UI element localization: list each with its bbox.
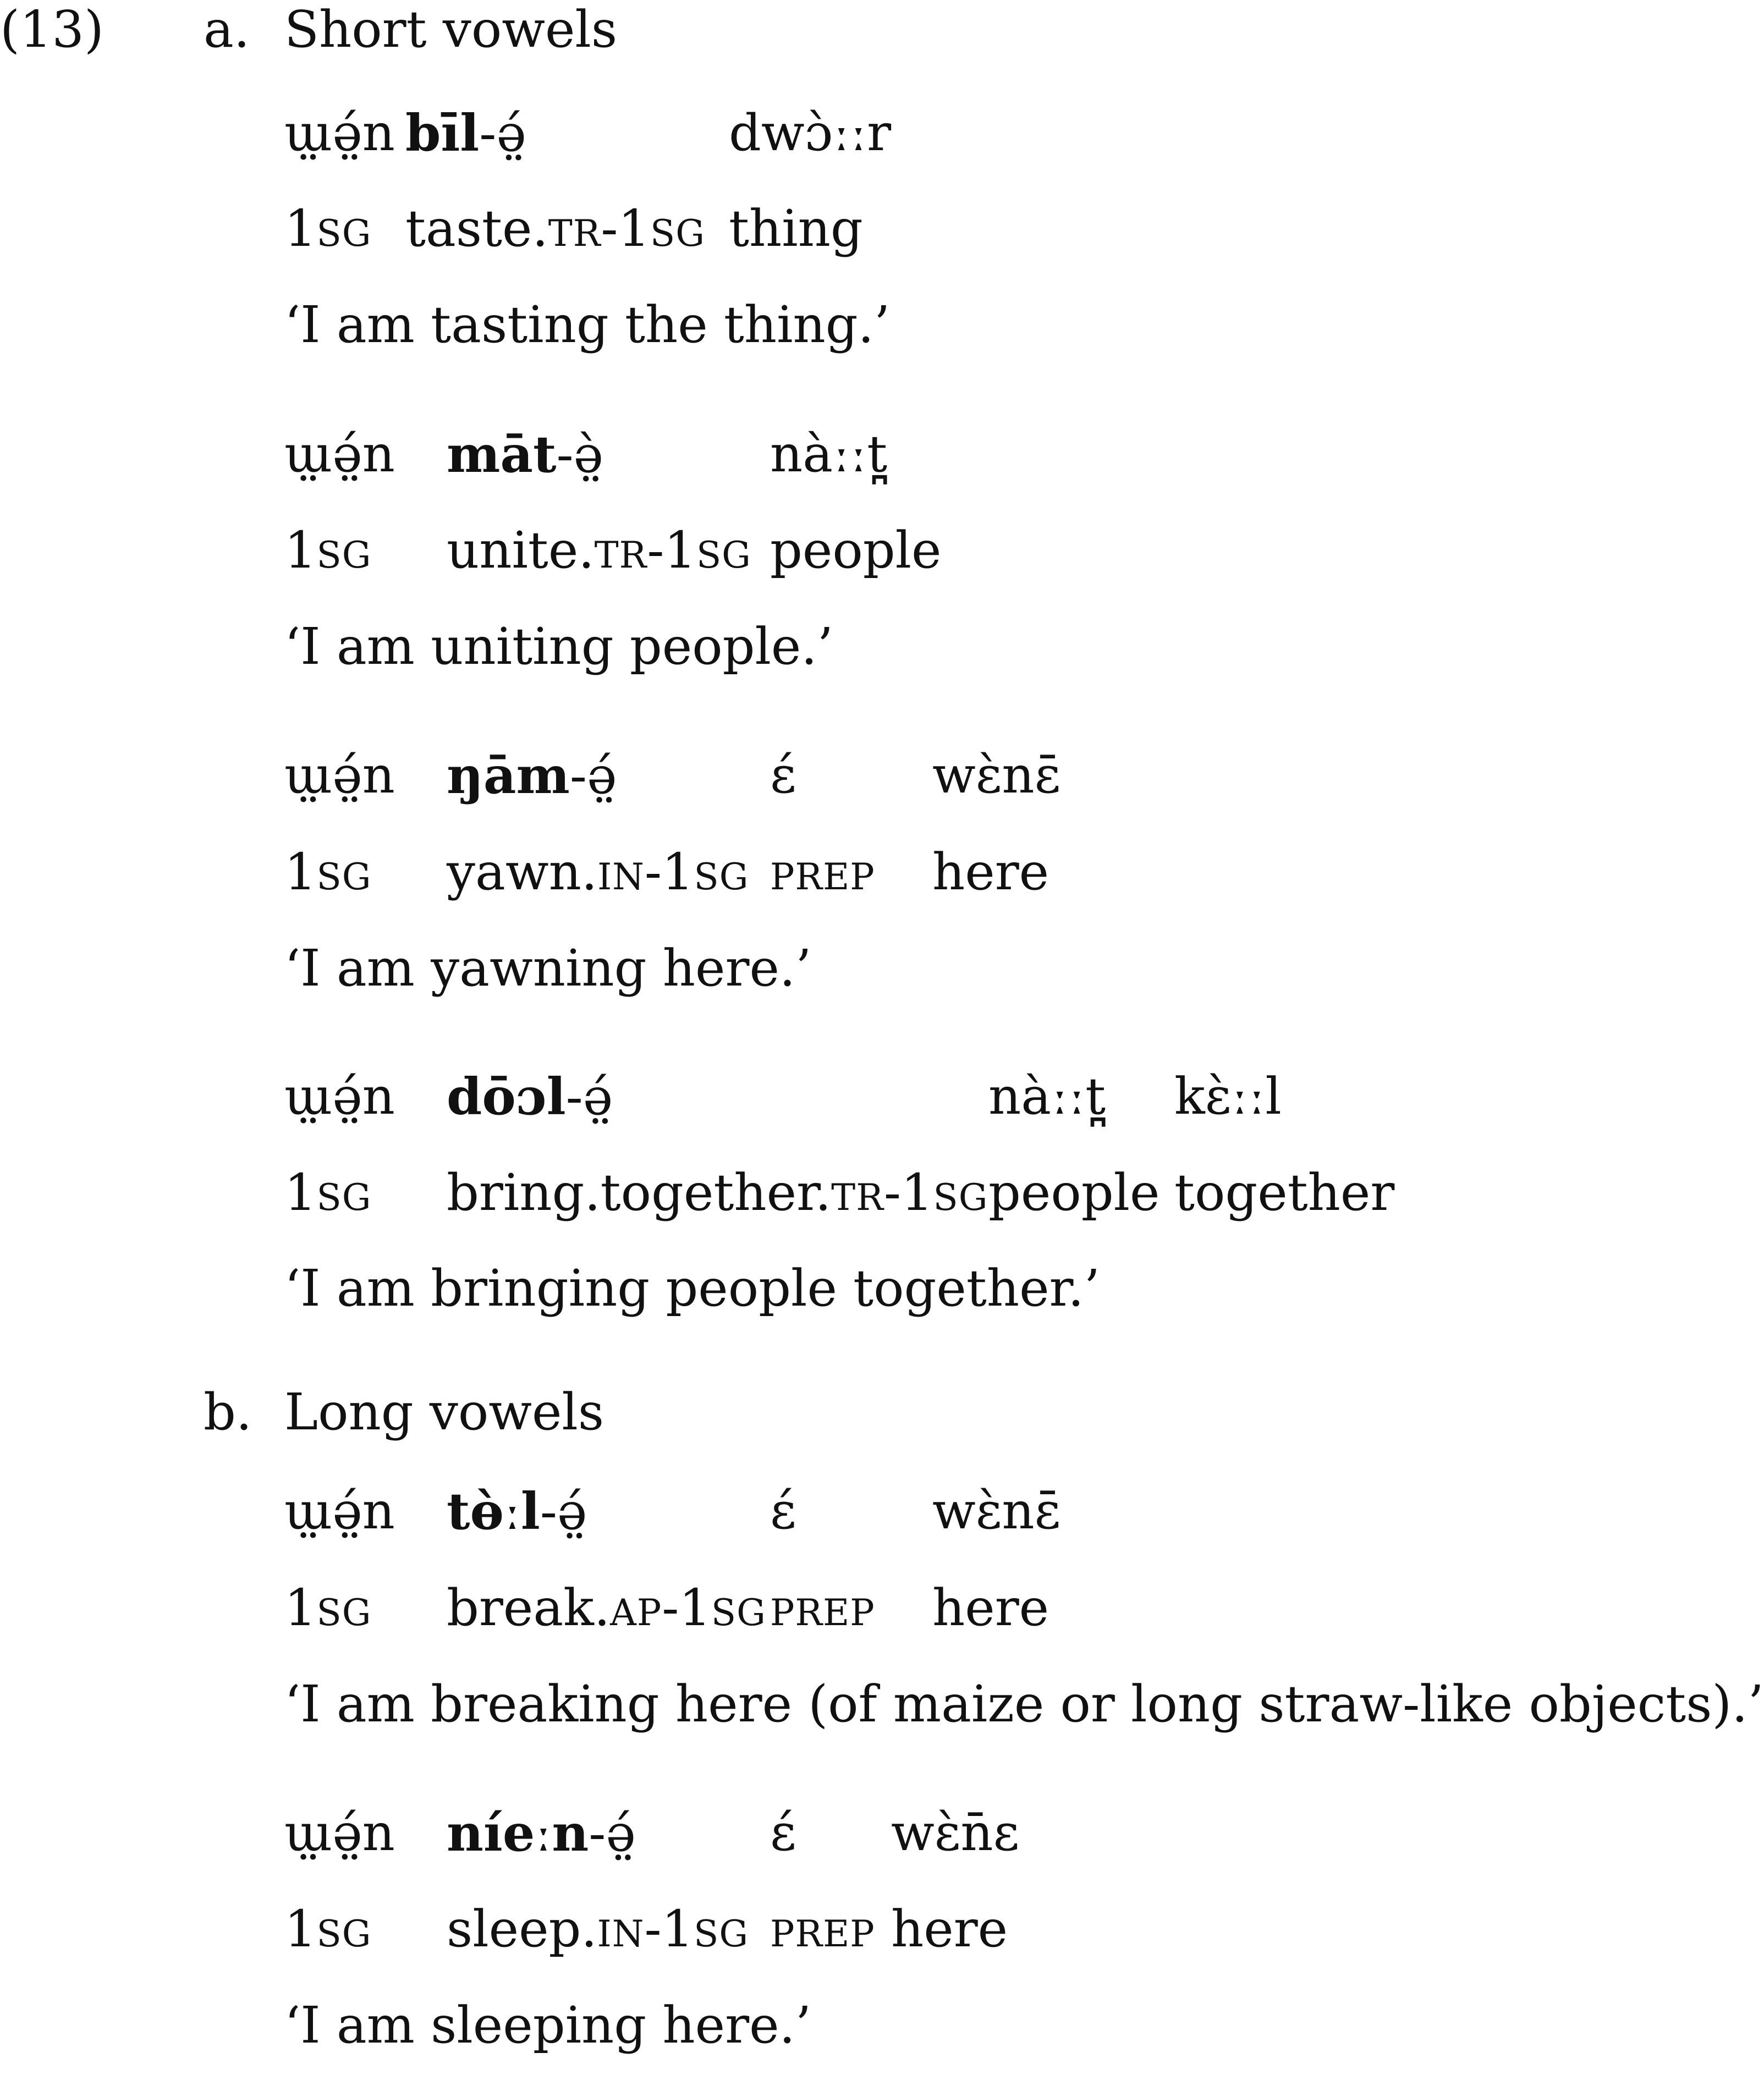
gloss: yawn.IN-1SG [447, 843, 749, 901]
translation: ‘I am yawning here.’ [284, 939, 812, 998]
gloss: break.AP-1SG [447, 1578, 766, 1637]
gloss: PREP [770, 1592, 875, 1634]
word: ŋām-ə̤́ [447, 746, 617, 805]
gloss: 1SG [284, 521, 372, 580]
gloss: 1SG [284, 1163, 372, 1222]
gloss: 1SG [284, 1900, 372, 1958]
gloss: taste.TR-1SG [405, 199, 705, 258]
gloss: thing [729, 199, 863, 258]
word: ɯ̤ə̤́n [284, 746, 395, 805]
section-heading-b: Long vowels [284, 1383, 605, 1441]
word: ɯ̤ə̤́n [284, 425, 395, 483]
gloss: here [932, 1578, 1049, 1637]
word: nàːːt̪ [770, 425, 888, 483]
translation: ‘I am uniting people.’ [284, 617, 833, 676]
gloss: 1SG [284, 1578, 372, 1637]
word: níeːn-ə̤́ [447, 1803, 636, 1863]
word: ɛ́ [770, 1803, 796, 1862]
translation: ‘I am bringing people together.’ [284, 1259, 1100, 1318]
word: dōɔl-ə̤́ [447, 1067, 613, 1126]
gloss: bring.together.TR-1SG [447, 1163, 988, 1222]
word: ɛ́ [770, 1482, 796, 1540]
word: kɛ̀ːːl [1174, 1067, 1282, 1126]
gloss: 1SG [284, 199, 372, 258]
translation: ‘I am sleeping here.’ [284, 1996, 812, 2055]
word: ɯ̤ə̤́n [284, 1067, 395, 1126]
gloss: PREP [770, 1913, 875, 1955]
section-label-b: b. [204, 1383, 252, 1441]
word: dwɔ̀ːːr [729, 103, 892, 162]
word: ɯ̤ə̤́n [284, 1482, 395, 1540]
word: nàːːt̪ [988, 1067, 1106, 1126]
gloss: together [1174, 1163, 1395, 1222]
word: bīl-ə̤́ [405, 103, 526, 163]
word: wɛ̀nɛ̄ [932, 1482, 1061, 1540]
word: wɛ̀nɛ̄ [932, 746, 1061, 805]
gloss: people [770, 521, 942, 580]
example-number: (13) [0, 0, 104, 59]
word: māt-ə̤̀ [447, 425, 603, 484]
section-label-a: a. [204, 0, 250, 59]
word: wɛ̀n̄ɛ [891, 1803, 1020, 1862]
section-heading-a: Short vowels [284, 0, 618, 59]
gloss: here [891, 1900, 1008, 1958]
gloss: unite.TR-1SG [447, 521, 751, 580]
word: tɵ̀ːl-ə̤́ [447, 1482, 587, 1541]
translation: ‘I am tasting the thing.’ [284, 295, 891, 354]
word: ɛ́ [770, 746, 796, 805]
gloss: sleep.IN-1SG [447, 1900, 749, 1958]
word: ɯ̤ə̤́n [284, 103, 395, 162]
gloss: here [932, 843, 1049, 901]
translation: ‘I am breaking here (of maize or long straw-like objects).’ [284, 1675, 1764, 1733]
word: ɯ̤ə̤́n [284, 1803, 395, 1862]
gloss: 1SG [284, 843, 372, 901]
gloss: PREP [770, 856, 875, 898]
gloss: people [988, 1163, 1160, 1222]
